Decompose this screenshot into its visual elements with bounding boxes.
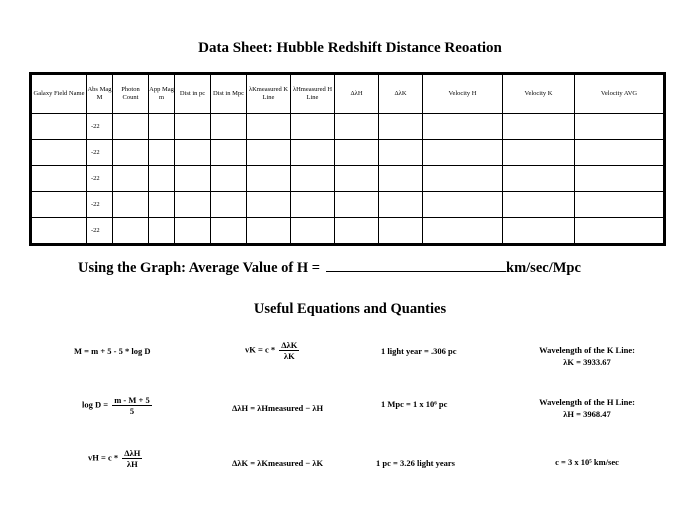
velocity-k-equation: vK = c * $\frac{\text{ΔλK}}{\lambda K}$ (245, 340, 298, 361)
table-row (31, 114, 665, 140)
column-header: Abs Mag M (87, 74, 113, 114)
abs-mag-cell[interactable]: -22 (87, 114, 113, 140)
abs-mag-cell[interactable]: -22 (87, 218, 113, 245)
column-header: ΔλK (379, 74, 423, 114)
delta-lambda-k-equation: ΔλK = λKmeasured − λK (232, 458, 324, 468)
page-title: Data Sheet: Hubble Redshift Distance Reoation (198, 40, 502, 56)
equations-heading: Useful Equations and Quanties (253, 301, 447, 317)
velocity-h-fraction: $\frac{\text{ΔλH}}{\lambda H}$ (124, 448, 141, 469)
average-h-label: Using the Graph: Average Value of H = (78, 260, 321, 276)
k-line-wavelength: Wavelength of the K Line: λK = 3933.67 (539, 345, 635, 367)
column-header: λHmeasured H Line (291, 74, 335, 114)
average-h-unit: km/sec/Mpc (506, 260, 581, 276)
column-header: App Mag m (149, 74, 175, 114)
average-h-line (78, 259, 581, 277)
velocity-h-equation: vH = c * $\frac{\text{ΔλH}}{\lambda H}$ (88, 448, 141, 469)
h-line-wavelength: Wavelength of the H Line: λH = 3968.47 (539, 397, 635, 419)
velocity-k-fraction: $\frac{\text{ΔλK}}{\lambda K}$ (281, 340, 298, 361)
abs-mag-cell[interactable]: -22 (87, 166, 113, 192)
mpc-quantity: 1 Mpc = 1 x 10⁶ pc (381, 399, 448, 409)
delta-lambda-h-equation: ΔλH = λHmeasured − λH (232, 403, 324, 413)
abs-mag-cell[interactable]: -22 (87, 140, 113, 166)
table-row (31, 166, 665, 192)
column-header: Dist in pc (175, 74, 211, 114)
table-row (31, 192, 665, 218)
table-row (31, 140, 665, 166)
magnitude-equation: M = m + 5 - 5 * log D (74, 346, 151, 356)
column-header: Dist in Mpc (211, 74, 247, 114)
column-header: Velocity AVG (575, 74, 665, 114)
abs-mag-cell[interactable]: -22 (87, 192, 113, 218)
table-header-row (31, 74, 665, 114)
column-header: Velocity K (503, 74, 575, 114)
log-d-fraction: $\frac{m - M + 5}{5}$ (114, 395, 150, 416)
column-header: ΔλH (335, 74, 379, 114)
table-row (31, 218, 665, 245)
pc-quantity: 1 pc = 3.26 light years (376, 458, 455, 468)
speed-of-light-quantity: c = 3 x 10⁵ km/sec (555, 457, 619, 467)
log-d-equation: log D = $\frac{m - M + 5}{5}$ (82, 395, 150, 416)
average-h-blank[interactable] (326, 259, 506, 272)
data-table (29, 72, 666, 246)
column-header: Galaxy Field Name (31, 74, 87, 114)
column-header: Photon Count (113, 74, 149, 114)
column-header: Velocity H (423, 74, 503, 114)
light-year-quantity: 1 light year = .306 pc (381, 346, 457, 356)
column-header: λKmeasured K Line (247, 74, 291, 114)
